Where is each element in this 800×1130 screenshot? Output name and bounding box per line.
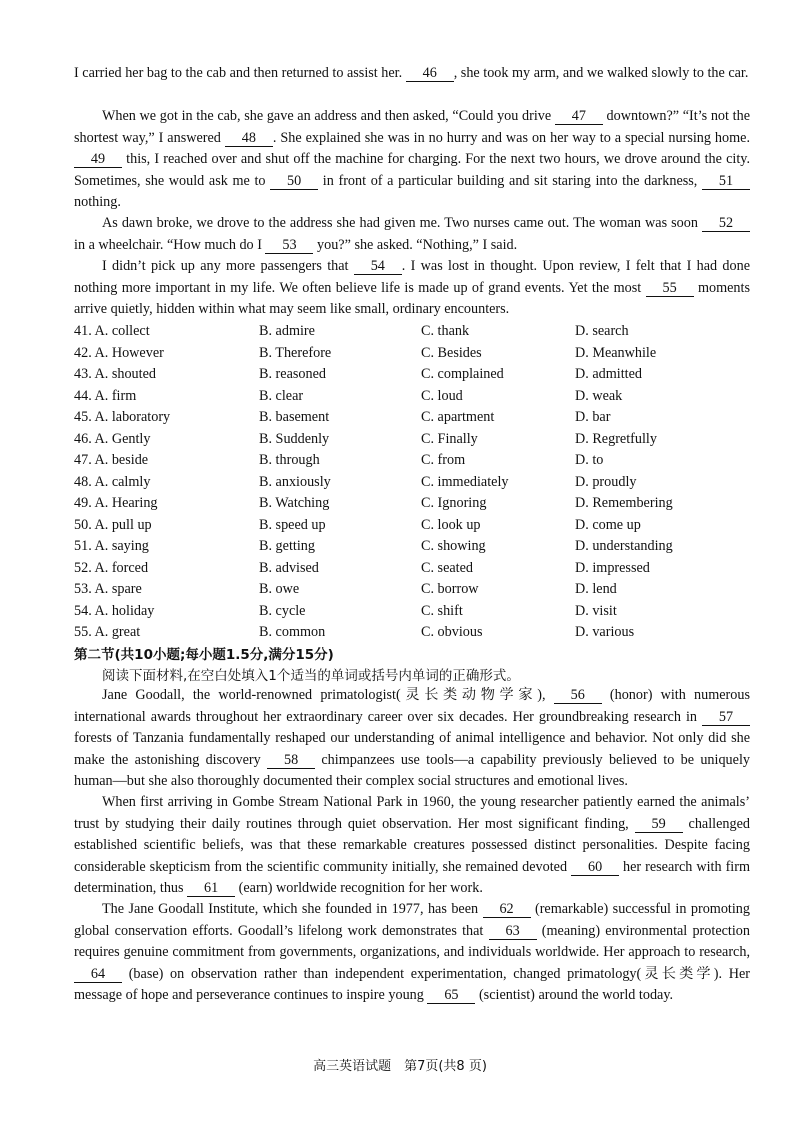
cloze-paragraph-2 [74,106,750,214]
option-a: 53. A. spare [74,581,142,597]
option-c: C. look up [421,516,481,533]
text: her research with firm determination, thus [74,858,750,896]
option-c: C. thank [421,323,470,339]
text: downtown?” “It’s not the shortest way,” I answered [74,108,750,146]
option-d: D. search [575,323,629,339]
option-row-44 [74,386,754,408]
option-b: B. clear [259,387,304,404]
text: challenged established scientific beliefs, was that these remarkable creatures possessed distinct personalities. Despite facing considerable skepticism from the scientific community initially, she remained devoted [74,815,750,875]
option-row-52 [74,558,754,580]
blank-47: 47 [555,109,603,125]
option-c: C. Ignoring [421,495,487,511]
option-d: D. Meanwhile [575,344,657,361]
option-c: C. obvious [421,624,483,640]
blank-64: 64 [74,967,122,983]
text: in front of a particular building and sit staring into the darkness, [318,172,702,189]
text: I carried her bag to the cab and then returned to assist her. [74,65,406,81]
blank-55: 55 [646,281,694,297]
text: forests of Tanzania fundamentally reshaped our understanding of animal intelligence and behavior. Not only did she make the astonishing discovery [74,730,750,768]
blank-46: 46 [406,66,454,82]
option-d: D. understanding [575,538,673,554]
text: Jane Goodall, the world-renowned primatologist(灵长类动物学家), [102,687,554,703]
text: chimpanzees use tools—a capability previously believed to be uniquely human—but she also thoroughly documented their complex social structures and emotional lives. [74,751,750,789]
text: When we got in the cab, she gave an address and then asked, “Could you drive [102,108,555,124]
text: nothing. [74,194,121,210]
option-b: B. Therefore [259,344,332,361]
cloze-paragraph-3 [74,213,750,256]
blank-57: 57 [702,710,750,726]
option-row-55 [74,622,754,644]
option-d: D. proudly [575,473,637,490]
option-row-46 [74,429,754,451]
section-heading: 第二节(共10小题;每小题1.5分,满分15分) [74,647,334,663]
text: (honor) with numerous international awards throughout her extraordinary career over six decades. Her groundbreaking research in [74,687,750,725]
option-row-50 [74,515,754,537]
text: moments arrive quietly, hidden within what may seem like small, ordinary encounters. [74,279,750,317]
option-a: 49. A. Hearing [74,495,158,511]
option-b: B. getting [259,538,315,554]
option-row-41 [74,321,754,343]
option-d: D. weak [575,387,623,404]
text: (earn) worldwide recognition for her work. [235,880,483,896]
option-a: 54. A. holiday [74,602,155,619]
option-row-48 [74,472,754,494]
option-a: 52. A. forced [74,559,149,576]
option-c: C. Besides [421,344,482,361]
text: , she took my arm, and we walked slowly to the car. [453,65,749,81]
option-row-51 [74,536,754,558]
option-a: 45. A. laboratory [74,409,171,425]
option-d: D. to [575,452,604,468]
option-b: B. through [259,452,320,468]
blank-63: 63 [489,924,537,940]
option-b: B. reasoned [259,366,326,382]
option-d: D. Regretfully [575,430,657,447]
blank-65: 65 [427,988,475,1004]
option-c: C. seated [421,559,474,576]
options-table [74,321,754,644]
option-row-54 [74,601,754,623]
option-a: 47. A. beside [74,452,149,468]
text: (remarkable) successful in promoting global conservation efforts. Goodall’s lifelong work demonstrates that [74,901,750,939]
blank-49: 49 [74,152,122,168]
option-b: B. cycle [259,602,306,619]
blank-48: 48 [225,131,273,147]
blank-52: 52 [702,216,750,232]
option-a: 46. A. Gently [74,430,151,447]
cloze-paragraph-4 [74,256,750,321]
text: (base) on observation rather than independent experimentation, changed primatology(灵长类学). Her message of hope and perseverance continues to inspire young [74,965,750,1003]
option-c: C. showing [421,538,486,554]
blank-58: 58 [267,753,315,769]
option-row-49 [74,493,754,515]
blank-59: 59 [635,817,683,833]
text: (scientist) around the world today. [475,987,674,1003]
option-b: B. Watching [259,495,330,511]
option-a: 44. A. firm [74,387,137,404]
option-b: B. owe [259,581,300,597]
option-b: B. common [259,624,326,640]
option-c: C. shift [421,602,463,619]
text: in a wheelchair. “How much do I [74,236,266,253]
page-footer: 高三英语试题 第7页(共8 页) [313,1059,487,1074]
option-d: D. lend [575,581,617,597]
blank-62: 62 [483,902,531,918]
text: this, I reached over and shut off the machine for charging. For the next two hours, we drove around the city. Sometimes, she would ask me to [74,151,750,189]
blank-56: 56 [554,688,602,704]
text: . She explained she was in no hurry and was on her way to a special nursing home. [272,129,750,146]
option-c: C. Finally [421,430,478,447]
option-d: D. bar [575,409,611,425]
option-row-42 [74,343,754,365]
section-instruction: 阅读下面材料,在空白处填入1个适当的单词或括号内单词的正确形式。 [102,668,520,684]
option-a: 51. A. saying [74,538,149,554]
option-d: D. admitted [575,366,642,382]
option-c: C. apartment [421,409,495,425]
option-b: B. Suddenly [259,430,330,447]
option-d: D. visit [575,602,617,619]
option-d: D. come up [575,516,641,533]
option-b: B. anxiously [259,473,331,490]
option-c: C. complained [421,366,504,382]
option-row-53 [74,579,754,601]
option-c: C. from [421,452,466,468]
option-c: C. immediately [421,473,509,490]
blank-51: 51 [702,174,750,190]
option-a: 48. A. calmly [74,473,151,490]
blank-53: 53 [265,238,313,254]
text: I didn’t pick up any more passengers that [102,258,354,274]
option-row-45 [74,407,754,429]
option-b: B. advised [259,559,319,576]
option-c: C. loud [421,387,463,404]
text: you?” she asked. “Nothing,” I said. [313,236,518,253]
text: (meaning) environmental protection requires genuine commitment from governments, organizations, and individuals worldwide. Her approach to research, [74,922,750,960]
option-b: B. admire [259,323,315,339]
option-row-43 [74,364,754,386]
text: . I was lost in thought. Upon review, I felt that I had done nothing more important in my life. We often believe life is made up of grand events. Yet the most [74,258,750,296]
blank-50: 50 [270,174,318,190]
blank-54: 54 [354,259,402,275]
grammar-paragraph-3 [74,899,750,1007]
text: As dawn broke, we drove to the address she had given me. Two nurses came out. The woman was soon [102,215,702,231]
option-a: 43. A. shouted [74,366,156,382]
option-c: C. borrow [421,581,479,597]
option-a: 41. A. collect [74,323,150,339]
grammar-paragraph-1 [74,685,750,793]
text: When first arriving in Gombe Stream National Park in 1960, the young researcher patiently earned the animals’ trust by studying their daily routines through quiet observation. Her most significant finding, [74,794,750,832]
option-a: 50. A. pull up [74,516,152,533]
option-row-47 [74,450,754,472]
option-b: B. speed up [259,516,326,533]
option-d: D. Remembering [575,495,673,511]
option-d: D. various [575,624,635,640]
blank-60: 60 [571,860,619,876]
option-d: D. impressed [575,559,650,576]
option-a: 55. A. great [74,624,141,640]
grammar-paragraph-2 [74,792,750,900]
text: The Jane Goodall Institute, which she founded in 1977, has been [102,901,483,917]
blank-61: 61 [187,881,235,897]
option-a: 42. A. However [74,344,164,361]
option-b: B. basement [259,409,330,425]
cloze-paragraph-1 [74,63,750,85]
